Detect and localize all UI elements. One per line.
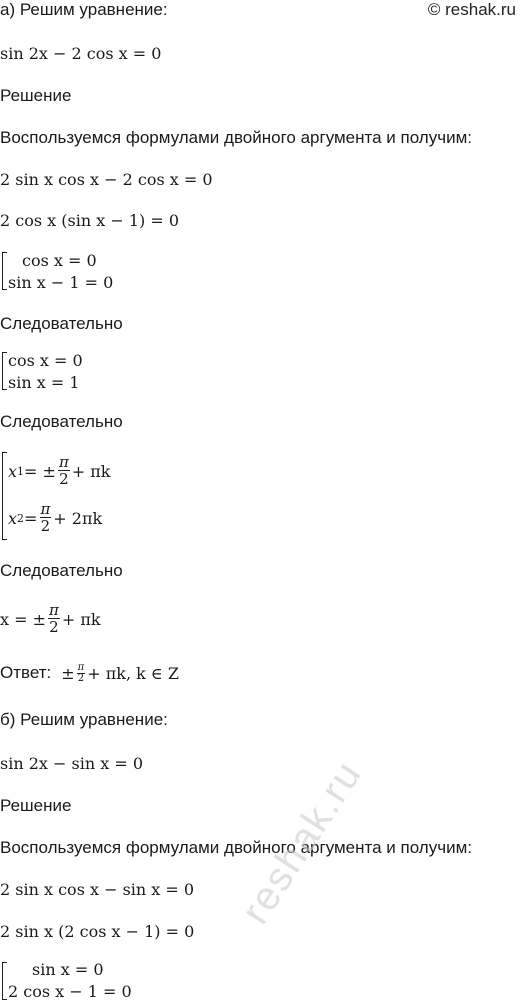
part-b-heading: б) Решим уравнение: xyxy=(0,710,168,729)
fraction-numerator: π xyxy=(77,661,85,673)
answer-tail: + πk, k ∈ Z xyxy=(87,663,179,683)
fraction-denominator: 2 xyxy=(77,672,85,684)
part-b-step2: 2 sin x (2 cos x − 1) = 0 xyxy=(0,922,195,941)
fraction-denominator: 2 xyxy=(49,618,59,636)
final-root xyxy=(0,598,101,640)
part-a-equation: sin 2x − 2 cos x = 0 xyxy=(0,44,162,63)
system2-line1: cos x = 0 xyxy=(8,351,83,370)
reshak-watermark-stamp: reshak.ru xyxy=(233,752,371,932)
part-a-step2: 2 cos x (sin x − 1) = 0 xyxy=(0,211,180,230)
part-b-equation: sin 2x − sin x = 0 xyxy=(0,754,143,773)
roots-bracket xyxy=(2,452,7,540)
part-b-system-line1: sin x = 0 xyxy=(32,960,104,979)
root1-tail: + πk xyxy=(71,461,111,481)
final-lhs: x = ± xyxy=(0,609,47,629)
fraction-numerator: π xyxy=(40,500,51,518)
answer-line xyxy=(0,658,179,688)
system-bracket xyxy=(2,352,7,390)
root2-sub: 2 xyxy=(17,511,25,525)
part-a-intro: Воспользуемся формулами двойного аргумента и получим: xyxy=(0,128,472,147)
part-a-step1: 2 sin x cos x − 2 cos x = 0 xyxy=(0,170,213,189)
consequently-label: Следовательно xyxy=(0,314,123,333)
part-a-solution-label: Решение xyxy=(0,86,72,105)
fraction-denominator: 2 xyxy=(40,517,51,535)
consequently-label: Следовательно xyxy=(0,412,123,431)
root1-line xyxy=(8,450,111,492)
pi-over-2-fraction xyxy=(58,455,70,487)
fraction-numerator: π xyxy=(49,601,59,619)
answer-pm: ± xyxy=(61,663,75,683)
root2-line xyxy=(8,497,102,539)
pi-over-2-fraction xyxy=(39,502,51,534)
part-b-step1: 2 sin x cos x − sin x = 0 xyxy=(0,880,195,899)
system1-line1: cos x = 0 xyxy=(22,251,97,270)
part-b-solution-label: Решение xyxy=(0,796,72,815)
root1-eq: = ± xyxy=(24,461,56,481)
answer-label: Ответ: xyxy=(0,663,52,682)
pi-over-2-fraction xyxy=(48,603,60,635)
fraction-numerator: π xyxy=(58,453,69,471)
system1-line2: sin x − 1 = 0 xyxy=(8,273,114,292)
root1-sub: 1 xyxy=(17,464,25,478)
part-b-system-line2: 2 cos x − 1 = 0 xyxy=(8,982,132,1001)
part-b-intro: Воспользуемся формулами двойного аргумента и получим: xyxy=(0,838,472,857)
part-a-heading: а) Решим уравнение: xyxy=(0,0,168,19)
pi-over-2-fraction xyxy=(77,663,86,684)
system-bracket xyxy=(2,962,7,1000)
root2-var: x xyxy=(8,508,18,528)
fraction-denominator: 2 xyxy=(59,470,69,488)
consequently-label: Следовательно xyxy=(0,561,123,580)
system-bracket xyxy=(2,252,7,290)
root2-eq: = xyxy=(24,508,38,528)
system2-line2: sin x = 1 xyxy=(8,373,80,392)
root1-var: x xyxy=(8,461,18,481)
final-tail: + πk xyxy=(61,609,101,629)
watermark: © reshak.ru xyxy=(427,0,516,19)
root2-tail: + 2πk xyxy=(53,508,103,528)
